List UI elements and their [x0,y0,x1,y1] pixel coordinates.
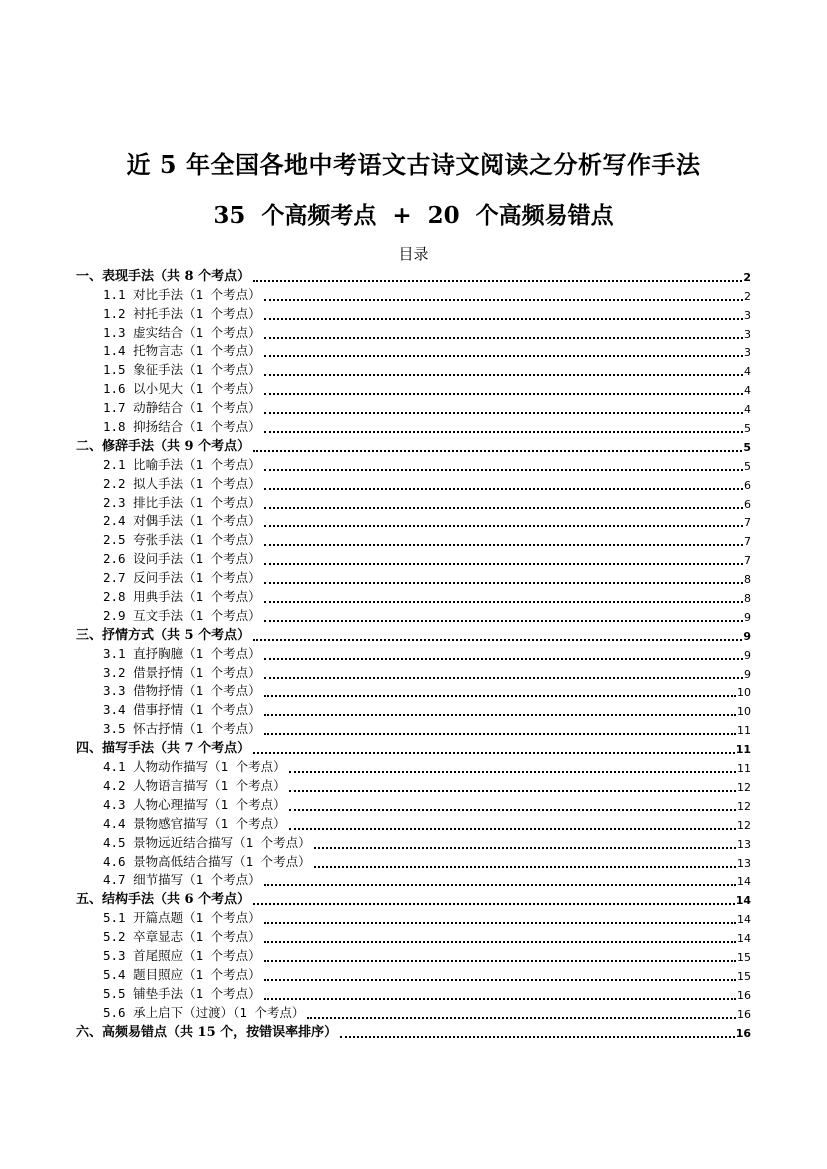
toc-entry-label: 2.9 互文手法（1 个考点） [103,607,261,623]
toc-entry-label: 4.6 景物高低结合描写（1 个考点） [103,853,311,869]
toc-page-number: 12 [737,799,751,813]
toc-dot-leader [264,493,743,509]
toc-dot-leader [264,549,743,565]
toc-entry-label: 二、修辞手法（共 9 个考点） [76,438,251,454]
toc-subsection-entry[interactable] [76,699,751,718]
toc-heading: 目录 [398,245,429,263]
toc-entry-label: 1.2 衬托手法（1 个考点） [103,305,261,321]
toc-entry-label: 4.1 人物动作描写（1 个考点） [103,759,286,775]
toc-page-number: 9 [743,629,751,643]
toc-page-number: 13 [737,856,751,870]
toc-dot-leader [289,795,736,811]
toc-dot-leader [264,417,743,433]
toc-page-number: 15 [737,950,751,964]
toc-dot-leader [253,266,742,282]
toc-subsection-entry[interactable] [76,1002,751,1021]
toc-page-number: 2 [743,270,751,284]
toc-subsection-entry[interactable] [76,548,751,567]
toc-dot-leader [307,1003,736,1019]
toc-page-number: 4 [744,365,751,379]
toc-subsection-entry[interactable] [76,813,751,832]
toc-subsection-entry[interactable] [76,341,751,360]
toc-entry-label: 1.7 动静结合（1 个考点） [103,400,261,416]
toc-dot-leader [264,568,743,584]
table-of-contents [76,265,751,1040]
toc-subsection-entry[interactable] [76,378,751,397]
toc-dot-leader [264,700,736,716]
toc-dot-leader [264,398,743,414]
toc-subsection-entry[interactable] [76,926,751,945]
toc-page-number: 4 [744,384,751,398]
toc-page-number: 8 [744,592,751,606]
toc-subsection-entry[interactable] [76,586,751,605]
toc-dot-leader [253,738,735,754]
toc-page-number: 16 [737,988,751,1002]
toc-dot-leader [264,681,736,697]
toc-entry-label: 三、抒情方式（共 5 个考点） [76,627,251,643]
toc-entry-label: 5.2 卒章显志（1 个考点） [103,929,261,945]
toc-subsection-entry[interactable] [76,945,751,964]
toc-subsection-entry[interactable] [76,322,751,341]
toc-page-number: 10 [737,705,751,719]
toc-dot-leader [264,908,736,924]
toc-subsection-entry[interactable] [76,870,751,889]
toc-entry-label: 1.5 象征手法（1 个考点） [103,362,261,378]
toc-subsection-entry[interactable] [76,718,751,737]
document-subtitle: 35 个高频考点 + 20 个高频易错点 [213,202,614,229]
toc-subsection-entry[interactable] [76,851,751,870]
toc-entry-label: 4.2 人物语言描写（1 个考点） [103,777,286,793]
toc-dot-leader [264,341,743,357]
toc-subsection-entry[interactable] [76,284,751,303]
toc-dot-leader [264,606,743,622]
toc-entry-label: 一、表现手法（共 8 个考点） [76,268,251,284]
toc-dot-leader [253,436,742,452]
toc-dot-leader [264,455,743,471]
toc-entry-label: 5.4 题目照应（1 个考点） [103,966,261,982]
toc-entry-label: 五、结构手法（共 6 个考点） [76,892,251,908]
toc-subsection-entry[interactable] [76,832,751,851]
toc-subsection-entry[interactable] [76,567,751,586]
toc-page-number: 16 [735,1026,751,1040]
toc-entry-label: 4.7 细节描写（1 个考点） [103,872,261,888]
toc-entry-label: 1.4 托物言志（1 个考点） [103,343,261,359]
toc-entry-label: 4.5 景物远近结合描写（1 个考点） [103,834,311,850]
toc-dot-leader [264,530,743,546]
toc-section-entry[interactable] [76,435,751,454]
toc-subsection-entry[interactable] [76,775,751,794]
toc-page-number: 11 [735,743,751,757]
toc-page-number: 4 [744,403,751,417]
toc-dot-leader [253,889,735,905]
toc-page-number: 10 [737,686,751,700]
toc-section-entry[interactable] [76,1021,751,1040]
toc-subsection-entry[interactable] [76,416,751,435]
toc-entry-label: 2.5 夸张手法（1 个考点） [103,532,261,548]
toc-section-entry[interactable] [76,737,751,756]
toc-page-number: 11 [737,724,751,738]
toc-page-number: 11 [737,762,751,776]
toc-page-number: 3 [744,308,751,322]
toc-dot-leader [264,984,736,1000]
toc-subsection-entry[interactable] [76,794,751,813]
toc-dot-leader [264,663,743,679]
toc-subsection-entry[interactable] [76,605,751,624]
toc-subsection-entry[interactable] [76,681,751,700]
toc-page-number: 14 [737,913,751,927]
toc-dot-leader [264,644,743,660]
toc-dot-leader [314,852,736,868]
toc-subsection-entry[interactable] [76,529,751,548]
toc-subsection-entry[interactable] [76,907,751,926]
toc-page-number: 16 [737,1007,751,1021]
toc-section-entry[interactable] [76,265,751,284]
toc-subsection-entry[interactable] [76,643,751,662]
toc-dot-leader [264,304,743,320]
toc-dot-leader [264,360,743,376]
toc-dot-leader [264,474,743,490]
toc-entry-label: 3.1 直抒胸臆（1 个考点） [103,645,261,661]
toc-subsection-entry[interactable] [76,473,751,492]
toc-page-number: 14 [737,875,751,889]
toc-page-number: 7 [744,535,751,549]
toc-subsection-entry[interactable] [76,511,751,530]
toc-page-number: 15 [737,969,751,983]
toc-entry-label: 2.3 排比手法（1 个考点） [103,494,261,510]
toc-dot-leader [264,379,743,395]
toc-subsection-entry[interactable] [76,662,751,681]
toc-dot-leader [289,776,736,792]
toc-page-number: 2 [744,289,751,303]
toc-dot-leader [264,719,736,735]
toc-page-number: 7 [744,554,751,568]
toc-page-number: 9 [744,667,751,681]
toc-entry-label: 1.8 抑扬结合（1 个考点） [103,419,261,435]
toc-entry-label: 1.6 以小见大（1 个考点） [103,381,261,397]
toc-entry-label: 4.3 人物心理描写（1 个考点） [103,796,286,812]
toc-dot-leader [289,814,736,830]
toc-dot-leader [264,870,736,886]
toc-subsection-entry[interactable] [76,359,751,378]
toc-dot-leader [264,285,743,301]
toc-subsection-entry[interactable] [76,397,751,416]
toc-subsection-entry[interactable] [76,454,751,473]
toc-entry-label: 5.1 开篇点题（1 个考点） [103,910,261,926]
toc-subsection-entry[interactable] [76,756,751,775]
toc-entry-label: 3.4 借事抒情（1 个考点） [103,702,261,718]
toc-page-number: 9 [744,648,751,662]
toc-page-number: 3 [744,327,751,341]
toc-dot-leader [340,1022,735,1038]
toc-entry-label: 2.2 拟人手法（1 个考点） [103,475,261,491]
toc-entry-label: 2.1 比喻手法（1 个考点） [103,456,261,472]
toc-page-number: 6 [744,478,751,492]
toc-subsection-entry[interactable] [76,492,751,511]
toc-subsection-entry[interactable] [76,983,751,1002]
toc-section-entry[interactable] [76,888,751,907]
toc-dot-leader [264,323,743,339]
toc-page-number: 12 [737,818,751,832]
toc-dot-leader [253,625,742,641]
toc-entry-label: 四、描写手法（共 7 个考点） [76,741,251,757]
toc-page-number: 7 [744,516,751,530]
toc-entry-label: 3.3 借物抒情（1 个考点） [103,683,261,699]
toc-subsection-entry[interactable] [76,964,751,983]
toc-page-number: 5 [744,459,751,473]
toc-page-number: 13 [737,837,751,851]
toc-entry-label: 2.7 反问手法（1 个考点） [103,570,261,586]
toc-entry-label: 六、高频易错点（共 15 个，按错误率排序） [76,1024,338,1040]
toc-section-entry[interactable] [76,624,751,643]
toc-entry-label: 3.2 借景抒情（1 个考点） [103,664,261,680]
toc-dot-leader [264,946,736,962]
toc-page-number: 8 [744,573,751,587]
toc-page-number: 12 [737,780,751,794]
toc-entry-label: 1.3 虚实结合（1 个考点） [103,324,261,340]
toc-entry-label: 1.1 对比手法（1 个考点） [103,286,261,302]
toc-page-number: 5 [743,440,751,454]
toc-entry-label: 4.4 景物感官描写（1 个考点） [103,815,286,831]
toc-dot-leader [289,757,736,773]
toc-entry-label: 2.8 用典手法（1 个考点） [103,589,261,605]
toc-dot-leader [264,511,743,527]
toc-entry-label: 5.3 首尾照应（1 个考点） [103,947,261,963]
toc-page-number: 14 [737,932,751,946]
toc-page-number: 3 [744,346,751,360]
toc-entry-label: 3.5 怀古抒情（1 个考点） [103,721,261,737]
toc-dot-leader [264,927,736,943]
toc-entry-label: 2.6 设问手法（1 个考点） [103,551,261,567]
toc-entry-label: 2.4 对偶手法（1 个考点） [103,513,261,529]
toc-page-number: 14 [735,894,751,908]
toc-dot-leader [314,833,736,849]
toc-page-number: 5 [744,422,751,436]
toc-entry-label: 5.5 铺垫手法（1 个考点） [103,985,261,1001]
toc-dot-leader [264,965,736,981]
toc-dot-leader [264,587,743,603]
toc-subsection-entry[interactable] [76,303,751,322]
toc-entry-label: 5.6 承上启下（过渡）（1 个考点） [103,1004,305,1020]
toc-page-number: 6 [744,497,751,511]
toc-page-number: 9 [744,610,751,624]
document-title: 近 5 年全国各地中考语文古诗文阅读之分析写作手法 [126,150,701,179]
